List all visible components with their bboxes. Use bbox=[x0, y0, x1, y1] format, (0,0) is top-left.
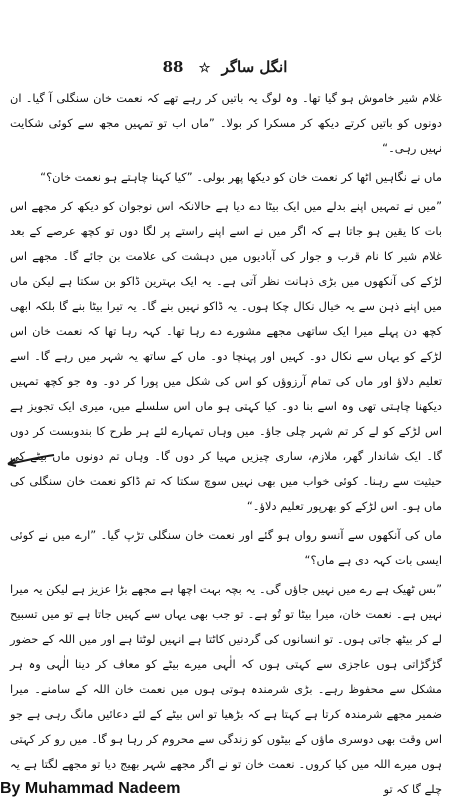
paragraph-2: ماں نے نگاہیں اٹھا کر نعمت خان کو دیکھا پھر بولی۔ ”کیا کہنا چاہتے ہو نعمت خان؟“ bbox=[40, 170, 442, 184]
paragraph-4: ماں کی آنکھوں سے آنسو رواں ہو گئے اور نعمت خان سنگلی تڑپ گیا۔ ”ارے میں نے کوئی ایسی بات کہہ دی ہے ماں؟“ bbox=[10, 528, 442, 567]
handwritten-arrow-mark bbox=[2, 452, 56, 468]
paragraph-3: ”میں نے تمہیں اپنے بدلے میں ایک بیٹا دے دیا ہے حالانکہ اس نوجوان کو دیکھ کر مجھے اس بات کا یقین ہو جاتا ہے کہ اگر میں نے اسے اپنے راستے پر لگا دوں تو کچھ عرصے کے بعد غلام شیر کا نام قرب و جوار کی آبادیوں میں دہشت کی علامت بن جائے گا۔ مجھے اس لڑکے کی آنکھوں میں بڑی ذہانت نظر آتی ہے۔ یہ ایک بہترین ڈاکو بن سکتا ہے لیکن ماں میں اپنے ذہن سے یہ خیال نکال چکا ہوں۔ یہ ڈاکو نہیں بنے گا۔ یہ تیرا بیٹا بنے گا بلکہ ابھی کچھ دن پہلے میرا ایک ساتھی مجھے مشورے دے رہا تھا۔ کہہ رہا تھا کہ نعمت خان اس لڑکے کو یہاں سے نکال دو۔ کہیں اور پہنچا دو۔ ماں کے ساتھ یہ شہر میں رہے گا۔ اسے تعلیم دلاؤ اور ماں کی تمام آرزوؤں کو اس کی شکل میں پورا کر دو۔ وہ جو کچھ تمہیں دیکھنا چاہتی تھی وہ اسے بنا دو۔ کیا کہتی ہو ماں اس سلسلے میں، میری ایک تجویز ہے اس لڑکے کو لے کر تم شہر چلی جاؤ۔ میں وہاں تمہارے لئے ہر طرح کا بندوبست کر دوں گا۔ ایک شاندار گھر، ملازم، ساری چیزیں مہیا کر دوں گا۔ وہاں تم دونوں ماں بیٹے کی حیثیت سے رہنا۔ کوئی خواب میں بھی نہیں سوچ سکتا کہ تم ڈاکو نعمت خان سنگلی کی ماں ہو۔ اس لڑکے کو بھرپور تعلیم دلاؤ۔“ bbox=[10, 199, 442, 513]
paragraph-1: غلام شیر خاموش ہو گیا تھا۔ وہ لوگ یہ باتیں کر رہے تھے کہ نعمت خان سنگلی آ گیا۔ ان دونوں کو باتیں کرتے دیکھ کر مسکرا کر بولا۔ ”ماں اب تو تمہیں مجھ سے کوئی شکایت نہیں رہی۔“ bbox=[10, 91, 442, 155]
page-number: 88 bbox=[162, 58, 184, 76]
star-icon: ☆ bbox=[198, 61, 211, 76]
book-title: انگل ساگر bbox=[221, 58, 288, 76]
paragraph-5: ”بس ٹھیک ہے رے میں نہیں جاؤں گی۔ یہ بچہ بہت اچھا ہے مجھے بڑا عزیز ہے لیکن یہ میرا نہیں ہے۔ نعمت خان، میرا بیٹا تو تُو ہے۔ تو جب بھی یہاں سے کہیں جاتا ہے تو میں تسبیح لے کر بیٹھ جاتی ہوں۔ تو انسانوں کی گردنیں کاٹتا ہے انہیں لوٹتا ہے اور میں اللہ کے حضور گڑگڑاتی ہوں عاجزی سے کہتی ہوں کہ الٰہی میرے بیٹے کو معاف کر دینا الٰہی وہ ہر مشکل سے محفوظ رہے۔ بڑی شرمندہ ہوتی ہوں میں نعمت خان اللہ کے سامنے۔ میرا ضمیر مجھے شرمندہ کرتا ہے کہتا ہے کہ بڑھیا تو اس بیٹے کے لئے دعائیں مانگ رہی ہے جو اس وقت بھی دوسری ماؤں کے بیٹوں کو زندگی سے محروم کر رہا ہو گا۔ میں رو کر کہتی ہوں میرے اللہ میں کیا کروں۔ نعمت خان تو نے اگر مجھے شہر بھیج دیا تو مجھے لگتا ہے یہ چلے گا کہ تو bbox=[10, 582, 442, 796]
page-header bbox=[0, 58, 450, 80]
scanner-credit: By Muhammad Nadeem bbox=[0, 780, 181, 797]
